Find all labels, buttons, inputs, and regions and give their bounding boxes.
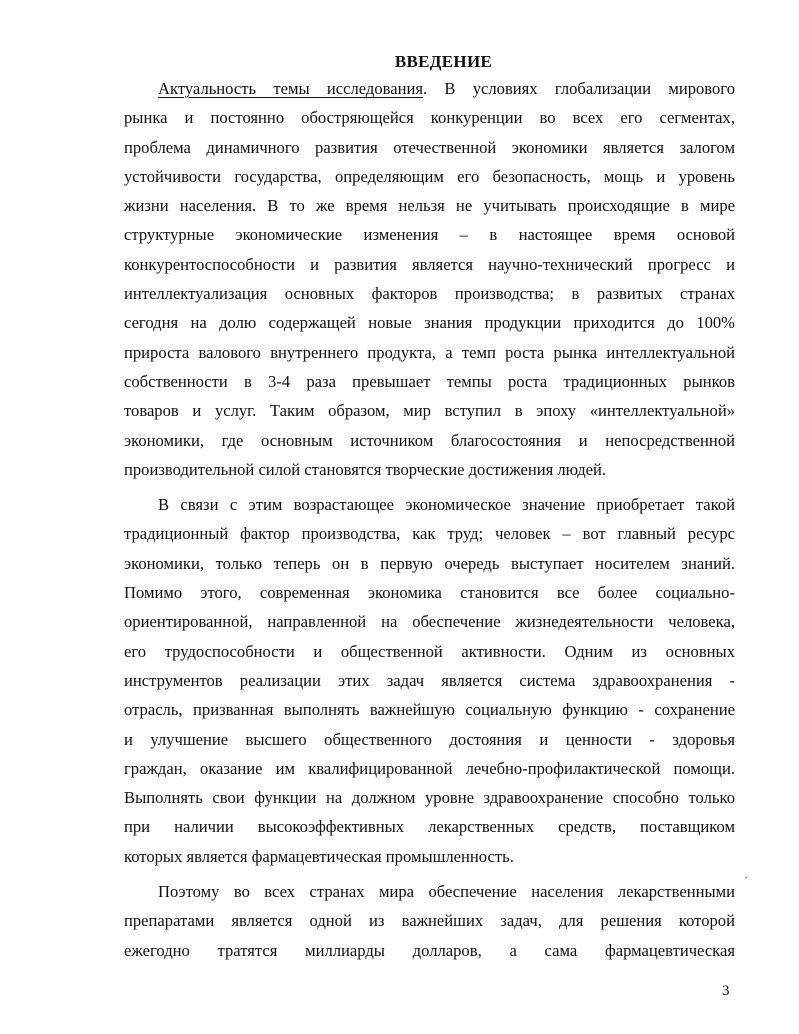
paragraph-line: Помимо этого, современная экономика становится все более социально- (124, 583, 735, 603)
paragraph-line: отрасль, призванная выполнять важнейшую социальную функцию - сохранение (124, 700, 735, 720)
paragraph-line: граждан, оказание им квалифицированной лечебно-профилактической помощи. (124, 758, 735, 778)
paragraph-2 (124, 490, 735, 871)
paragraph-line: устойчивости государства, определяющим его безопасность, мощь и уровень (124, 166, 735, 186)
paragraph-line: конкурентоспособности и развития является научно-технический прогресс и (124, 254, 735, 274)
paragraph-line: рынка и постоянно обостряющейся конкуренции во всех его сегментах, (124, 108, 735, 128)
paragraph-line: инструментов реализации этих задач является система здравоохранения - (124, 670, 735, 690)
paragraph-line: структурные экономические изменения – в настоящее время основой (124, 225, 735, 245)
paragraph-line: экономики, где основным источником благосостояния и непосредственной (124, 430, 735, 450)
paragraph-line: его трудоспособности и общественной активности. Одним из основных (124, 641, 735, 661)
paragraph-line: и улучшение высшего общественного достояния и ценности - здоровья (124, 729, 735, 749)
paragraph-line: сегодня на долю содержащей новые знания продукции приходится до 100% (124, 313, 735, 333)
paragraph-line: В связи с этим возрастающее экономическое значение приобретает такой (158, 495, 735, 515)
paragraph-line: которых является фармацевтическая промышленность. (124, 846, 514, 866)
paragraph-line (124, 74, 735, 103)
paragraph-line: жизни населения. В то же время нельзя не учитывать происходящие в мире (124, 196, 735, 216)
paragraph-line: ориентированной, направленной на обеспечение жизнедеятельности человека, (124, 612, 735, 632)
paragraph-line: производительной силой становятся творческие достижения людей. (124, 459, 607, 479)
paragraph-line: традиционный фактор производства, как труд; человек – вот главный ресурс (124, 524, 735, 544)
document-heading: ВВЕДЕНИЕ (394, 52, 493, 71)
paragraph-3 (124, 877, 735, 965)
page-number: 3 (722, 983, 730, 999)
paragraph-line: Поэтому во всех странах мира обеспечение населения лекарственными (158, 882, 735, 902)
paragraph-line: собственности в 3-4 раза превышает темпы роста традиционных рынков (124, 371, 735, 391)
paragraph-line: проблема динамичного развития отечественной экономики является залогом (124, 137, 735, 157)
paragraph-line: интеллектуализация основных факторов производства; в развитых странах (124, 284, 735, 304)
document-body (124, 74, 735, 965)
paragraph-line: экономики, только теперь он в первую очередь выступает носителем знаний. (124, 553, 735, 573)
scan-speck-mark: ˊ (744, 874, 748, 888)
paragraph-line: Выполнять свои функции на должном уровне здравоохранение способно только (124, 788, 735, 808)
paragraph-line: препаратами является одной из важнейших задач, для решения которой (124, 911, 735, 931)
paragraph-line: прироста валового внутреннего продукта, а темп роста рынка интеллектуальной (124, 342, 735, 362)
paragraph-line: ежегодно тратятся миллиарды долларов, а сама фармацевтическая (124, 940, 735, 960)
paragraph-1 (124, 74, 735, 484)
lead-continuation: . В условиях глобализации мирового (423, 79, 735, 98)
paragraph-line: при наличии высокоэффективных лекарственных средств, поставщиком (124, 817, 735, 837)
paragraph-line: товаров и услуг. Таким образом, мир вступил в эпоху «интеллектуальной» (124, 401, 735, 421)
underlined-lead: Актуальность темы исследования (158, 79, 423, 98)
